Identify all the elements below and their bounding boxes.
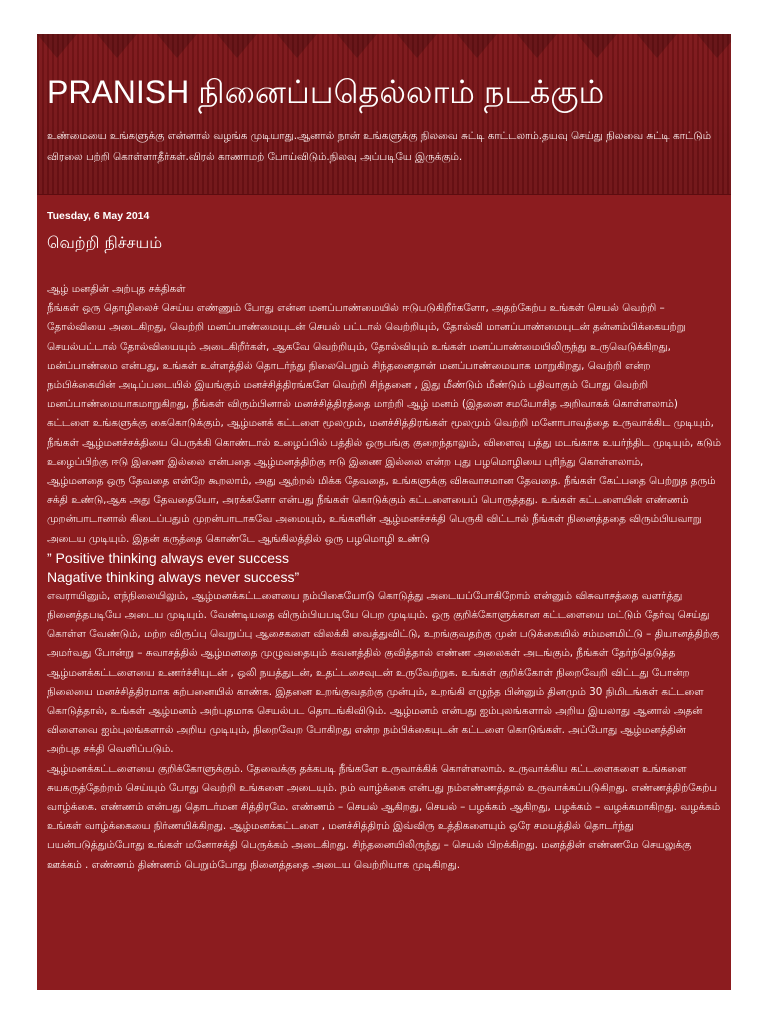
post-paragraph: எவராயினும், எந்நிலையிலும், ஆழ்மனக்கட்டளையை நம்பிகையோடு கொடுத்து அடையப்போகிறோம் என்னும் விசுவாசத்தை வளர்த்து நினைத்தபடியே அடைய முடியும். வேண்டியதை விரும்பியபடியே பெற முடியும். ஒரு குறிக்கோளுக்கான கட்டளையை மட்டும் தேர்வு செய்து கொள்ள வேண்டும், மற்ற விருப்பு வெறுப்பு ஆசைகளை விலக்கி வைத்துவிட்டு, உறங்குவதற்கு முன் படுக்கையில் சம்மனமிட்டு – தியானத்திற்கு அமர்வது போன்று – சுவாசத்தில் ஆழ்மனதை முழுவதையும் கவனத்தில் குவித்தால் எண்ண அலைகள் அடங்கும், நீங்கள் தேர்ந்தெடுத்த ஆழ்மனக்கட்டளையை உணர்ச்சியுடன் , ஒலி நயத்துடன், உதட்டசைவுடன் உருவேற்றுக. உங்கள் குறிக்கோள் நிறைவேறி விட்டது போன்ற நிலையை மனச்சித்திரமாக கற்பனையில் காண்க. இதனை உறங்குவதற்கு முன்பும், உறங்கி எழுந்த பின்னும் தினமும் 30 நிமிடங்கள் கட்டளை கொடுத்தால், உங்கள் ஆழ்மனம் அற்புதமாக செயல்பட தொடங்கிவிடும். ஆழ்மனம் என்பது ஐம்புலங்களால் அறிய இயலாது ஆனால் அதன் விளைவை ஐம்புலங்களால் அறிய முடியும், நிறைவேற போகிறது என்ற நம்பிக்கையுடன் கட்டளை கொடுங்கள். அப்போது ஆழ்மனத்தின் அற்புத சக்தி வெளிப்படும். bbox=[47, 589, 720, 756]
site-description: உண்மையை உங்களுக்கு என்னால் வழங்க முடியாது.ஆனால் நான் உங்களுக்கு நிலவை சுட்டி காட்டலாம்.தயவு செய்து நிலவை சுட்டி காட்டும் விரலை பற்றி கொள்ளாதீர்கள்.விரல் காணாமற் போய்விடும்.நிலவு அப்படியே இருக்கும். bbox=[47, 130, 711, 163]
post-paragraph: மன்ப்பாண்மை என்பது, உங்கள் உள்ளத்தில் தொடர்ந்து நிலைபெறும் சிந்தனைதான் மனப்பாண்மையாக மாறுகிறது, வெற்றி என்ற நம்பிக்கையின் அடிப்படையில் இயங்கும் மனச்சித்திரங்களே வெற்றி சிந்தனை , இது மீண்டும் மீண்டும் பதிவாகும் போது வெற்றி மனப்பாண்மையாகமாறுகிறது, நீங்கள் விரும்பினால் மனச்சித்திரத்தை மாற்றி ஆழ் மனம் (இதனை சமயோசித அறிவாகக் கொள்ளலாம்) கட்டளை உங்களுக்கு கைகொடுக்கும், ஆழ்மனக் கட்டளை மூலமும், மனச்சித்திரங்கள் மூலமும் வெற்றி மனோபாவத்தை உருவாக்கிட முடியும், நீங்கள் ஆழ்மனச்சக்தியை பெருக்கி கொண்டால் உழைப்பில் பத்தில் ஒருபங்கு குறைந்தாலும், விளைவு பத்து மடங்காக உயர்ந்திட முடியும், கடும் உழைப்பிற்கு ஈடு இணை இல்லை என்பதை ஆழ்மனத்திற்கு ஈடு இணை இல்லை என்ற புது பழமொழியை புரிந்து கொள்ளலாம், bbox=[47, 359, 721, 468]
english-quote-line: ” Positive thinking always ever success bbox=[47, 549, 289, 566]
blog-post bbox=[47, 208, 721, 875]
post-paragraph: நீங்கள் ஒரு தொழிலைச் செய்ய எண்ணும் போது என்ன மனப்பாண்மையில் ஈடுபடுகிறீர்களோ, அதற்கேற்ப உங்கள் செயல் வெற்றி – தோல்வியை அடைகிறது, வெற்றி மனப்பாண்மையுடன் செயல் பட்டால் வெற்றியும், தோல்வி மானப்பாண்மையுடன் தன்னம்பிக்கையற்று செயல்பட்டால் தோல்வியையும் அடைகிறீர்கள், ஆகவே வெற்றியும், தோல்வியும் உங்கள் மனப்பாண்மையிலிருந்து உருவெடுக்கிறது, bbox=[47, 302, 686, 353]
post-body bbox=[47, 280, 721, 875]
header-ornament bbox=[37, 34, 731, 58]
post-paragraph: ஆழ் மனதின் அற்புத சக்திகள் bbox=[47, 283, 186, 295]
post-paragraph: ஆழ்மனக்கட்டளையை குறிக்கோளுக்கும். தேவைக்கு தக்கபடி நீங்களே உருவாக்கிக் கொள்ளலாம். உருவாக்கிய கட்டளைகளை உங்களை சுயகருத்தேற்றம் செய்யும் போது வெற்றி உங்களை அடையும். நம் வாழ்க்கை என்பது நம்எண்ணத்தால் உருவாக்கப்படுகிறது. எண்ணத்திற்கேற்ப வாழ்க்கை. எண்ணம் என்பது தொடர்மன சித்திரமே. எண்ணம் – செயல் ஆகிறது, செயல் – பழக்கம் ஆகிறது, பழக்கம் – வழக்கமாகிறது. வழக்கம் உங்கள் வாழ்க்கையை நிர்ணயிக்கிறது. ஆழ்மனக்கட்டளை , மனச்சித்திரம் இவ்விரு உத்திகளையும் ஒரே சமயத்தில் தொடர்ந்து பயன்படுத்தும்போது உங்கள் மனோசக்தி பெருக்கம் அடைகிறது. சிந்தனையிலிருந்து – செயல் பிறக்கிறது. மனத்தின் எண்ணமே செயலுக்கு ஊக்கம் . எண்ணம் திண்ணம் பெறும்போது நினைத்ததை அடைய வெற்றியாக முடிகிறது. bbox=[47, 762, 721, 871]
blog-header bbox=[37, 34, 731, 195]
site-title[interactable]: PRANISH நினைப்பதெல்லாம் நடக்கும் bbox=[47, 74, 605, 110]
post-date: Tuesday, 6 May 2014 bbox=[47, 210, 150, 222]
blog-page bbox=[37, 34, 731, 990]
post-paragraph: ஆழ்மனதை ஒரு தேவதை என்றே கூறலாம், அது ஆற்றல் மிக்க தேவதை, உங்களுக்கு விசுவாசமான தேவதை. நீங்கள் கேட்பதை பெற்றுத தரும் சக்தி உண்டு,ஆக அது தேவதையோ, அரக்கனோ என்பது நீங்கள் கொடுக்கும் கட்டளையைப் பொருத்தது. உங்கள் கட்டளையின் எண்ணம் முறன்பாடானால் கிடைப்பதும் முறன்பாடாகவே அமையும், உங்களின் ஆழ்மனச்சக்தி பெருகி விட்டால் நீங்கள் நினைத்ததை விரும்பியவாறு அடைய முடியும். இதன் கருத்தை கொண்டே ஆங்கிலத்தில் ஒரு பழமொழி உண்டு bbox=[47, 475, 716, 545]
post-title[interactable]: வெற்றி நிச்சயம் bbox=[47, 233, 163, 252]
english-quote-line: Nagative thinking always never success” bbox=[47, 568, 300, 585]
